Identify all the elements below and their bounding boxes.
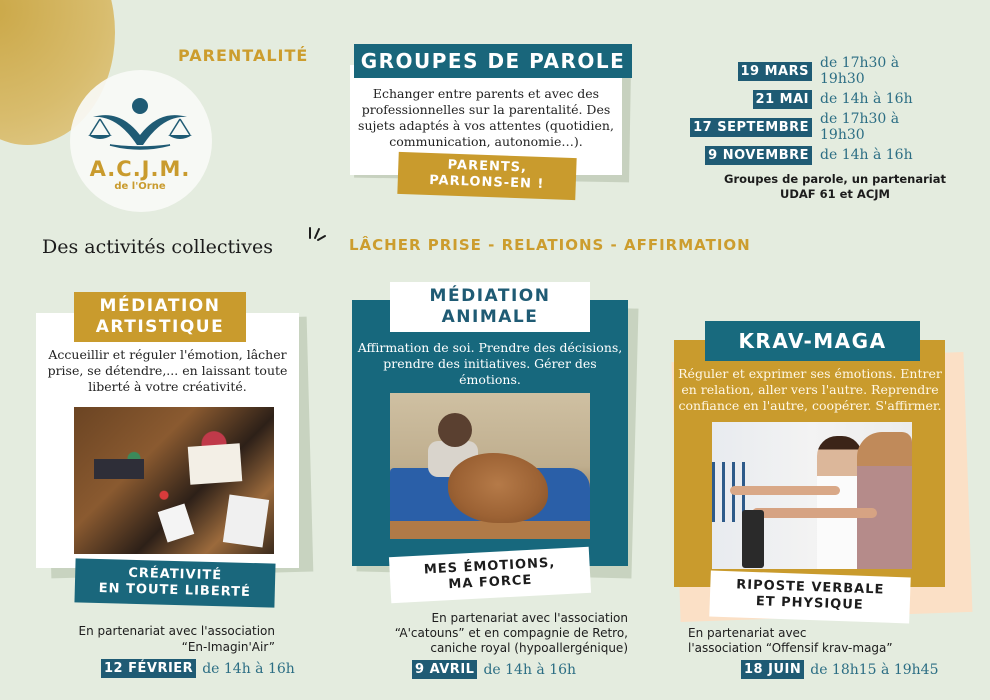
time-range: de 14h à 16h bbox=[202, 660, 295, 677]
parents-parlons-en-tag bbox=[397, 152, 576, 200]
logo-name: A.C.J.M. bbox=[89, 157, 191, 181]
date-row bbox=[642, 57, 942, 85]
partnership-note bbox=[700, 172, 970, 202]
tag-line: RIPOSTE VERBALE bbox=[736, 577, 885, 598]
date-badge: 21 MAI bbox=[753, 90, 812, 109]
partner-line: “En-Imagin'Air” bbox=[181, 640, 275, 654]
groupes-de-parole-title: GROUPES DE PAROLE bbox=[354, 44, 632, 78]
tag-line: PARENTS, bbox=[447, 157, 528, 176]
time-range: de 18h15 à 19h45 bbox=[810, 661, 939, 678]
tag-line: MES ÉMOTIONS, bbox=[423, 555, 556, 578]
time-range: de 17h30 à 19h30 bbox=[820, 111, 900, 143]
logo-subtitle: de l'Orne bbox=[114, 181, 166, 192]
mes-emotions-tag bbox=[389, 547, 591, 603]
tag-line: PARLONS-EN ! bbox=[428, 172, 545, 193]
tag-line: EN TOUTE LIBERTÉ bbox=[98, 581, 252, 600]
krav-maga-date bbox=[741, 660, 938, 679]
partner-line: En partenariat avec l'association bbox=[78, 624, 275, 638]
partner-line: l'association “Offensif krav-maga” bbox=[688, 641, 893, 655]
mediation-artistique-date bbox=[101, 659, 295, 678]
mediation-artistique-partner bbox=[30, 623, 275, 655]
section-title-parentalite: PARENTALITÉ bbox=[178, 46, 309, 65]
tag-line: ET PHYSIQUE bbox=[755, 594, 864, 613]
activites-heading: Des activités collectives bbox=[42, 236, 273, 258]
krav-maga-description: Réguler et exprimer ses émotions. Entrer en relation, aller vers l'autre. Reprendre confiance en l'autre, coopérer. S'affirmer. bbox=[678, 366, 942, 413]
acjm-logo bbox=[80, 95, 200, 192]
krav-maga-partner bbox=[688, 626, 948, 656]
women-punching-training-photo bbox=[712, 422, 912, 569]
time-range: de 14h à 16h bbox=[820, 147, 913, 163]
note-line: Groupes de parole, un partenariat bbox=[724, 172, 946, 186]
date-badge: 9 NOVEMBRE bbox=[705, 146, 812, 165]
mediation-animale-title bbox=[390, 282, 590, 332]
riposte-tag bbox=[709, 571, 910, 624]
mediation-artistique-description: Accueillir et réguler l'émotion, lâcher prise, se détendre,... en laissant toute liberté à votre créativité. bbox=[47, 347, 288, 394]
creativite-tag bbox=[74, 558, 275, 607]
date-badge: 12 FÉVRIER bbox=[101, 659, 196, 678]
date-row bbox=[642, 85, 942, 113]
date-row bbox=[642, 113, 942, 141]
date-row bbox=[642, 141, 942, 169]
title-line: MÉDIATION bbox=[99, 296, 221, 316]
parentalite-dates-list bbox=[642, 57, 942, 169]
scales-of-justice-person-icon bbox=[85, 95, 195, 153]
time-range: de 17h30 à 19h30 bbox=[820, 55, 900, 87]
krav-maga-title: KRAV-MAGA bbox=[705, 321, 920, 361]
tag-line: MA FORCE bbox=[448, 572, 533, 593]
date-badge: 19 MARS bbox=[738, 62, 813, 81]
title-line: MÉDIATION bbox=[429, 286, 551, 306]
partner-line: En partenariat avec l'association bbox=[431, 611, 628, 625]
mediation-animale-partner bbox=[350, 611, 628, 656]
tag-line: CRÉATIVITÉ bbox=[128, 565, 223, 584]
mediation-artistique-title bbox=[74, 292, 246, 342]
date-badge: 9 AVRIL bbox=[412, 660, 477, 679]
title-line: ARTISTIQUE bbox=[95, 317, 225, 337]
sparkle-icon bbox=[305, 226, 327, 249]
partner-line: caniche royal (hypoallergénique) bbox=[430, 641, 628, 655]
child-reading-with-poodle-photo bbox=[390, 393, 590, 539]
groupes-de-parole-description: Echanger entre parents et avec des professionnelles sur la parentalité. Des sujets adaptés à vos attentes (quotidien, communication, autonomie…). bbox=[358, 86, 614, 149]
time-range: de 14h à 16h bbox=[483, 661, 577, 678]
mediation-animale-date bbox=[412, 660, 576, 679]
activites-subtitle: LÂCHER PRISE - RELATIONS - AFFIRMATION bbox=[349, 236, 751, 254]
date-badge: 17 SEPTEMBRE bbox=[690, 118, 812, 137]
art-supplies-table-photo bbox=[74, 407, 274, 554]
partner-line: En partenariat avec bbox=[688, 626, 807, 640]
title-line: ANIMALE bbox=[441, 307, 539, 327]
note-line: UDAF 61 et ACJM bbox=[779, 187, 890, 201]
date-badge: 18 JUIN bbox=[741, 660, 804, 679]
time-range: de 14h à 16h bbox=[820, 91, 913, 107]
partner-line: “A'catouns” et en compagnie de Retro, bbox=[394, 626, 628, 640]
mediation-animale-description: Affirmation de soi. Prendre des décisions, prendre des initiatives. Gérer des émotions. bbox=[357, 340, 623, 387]
